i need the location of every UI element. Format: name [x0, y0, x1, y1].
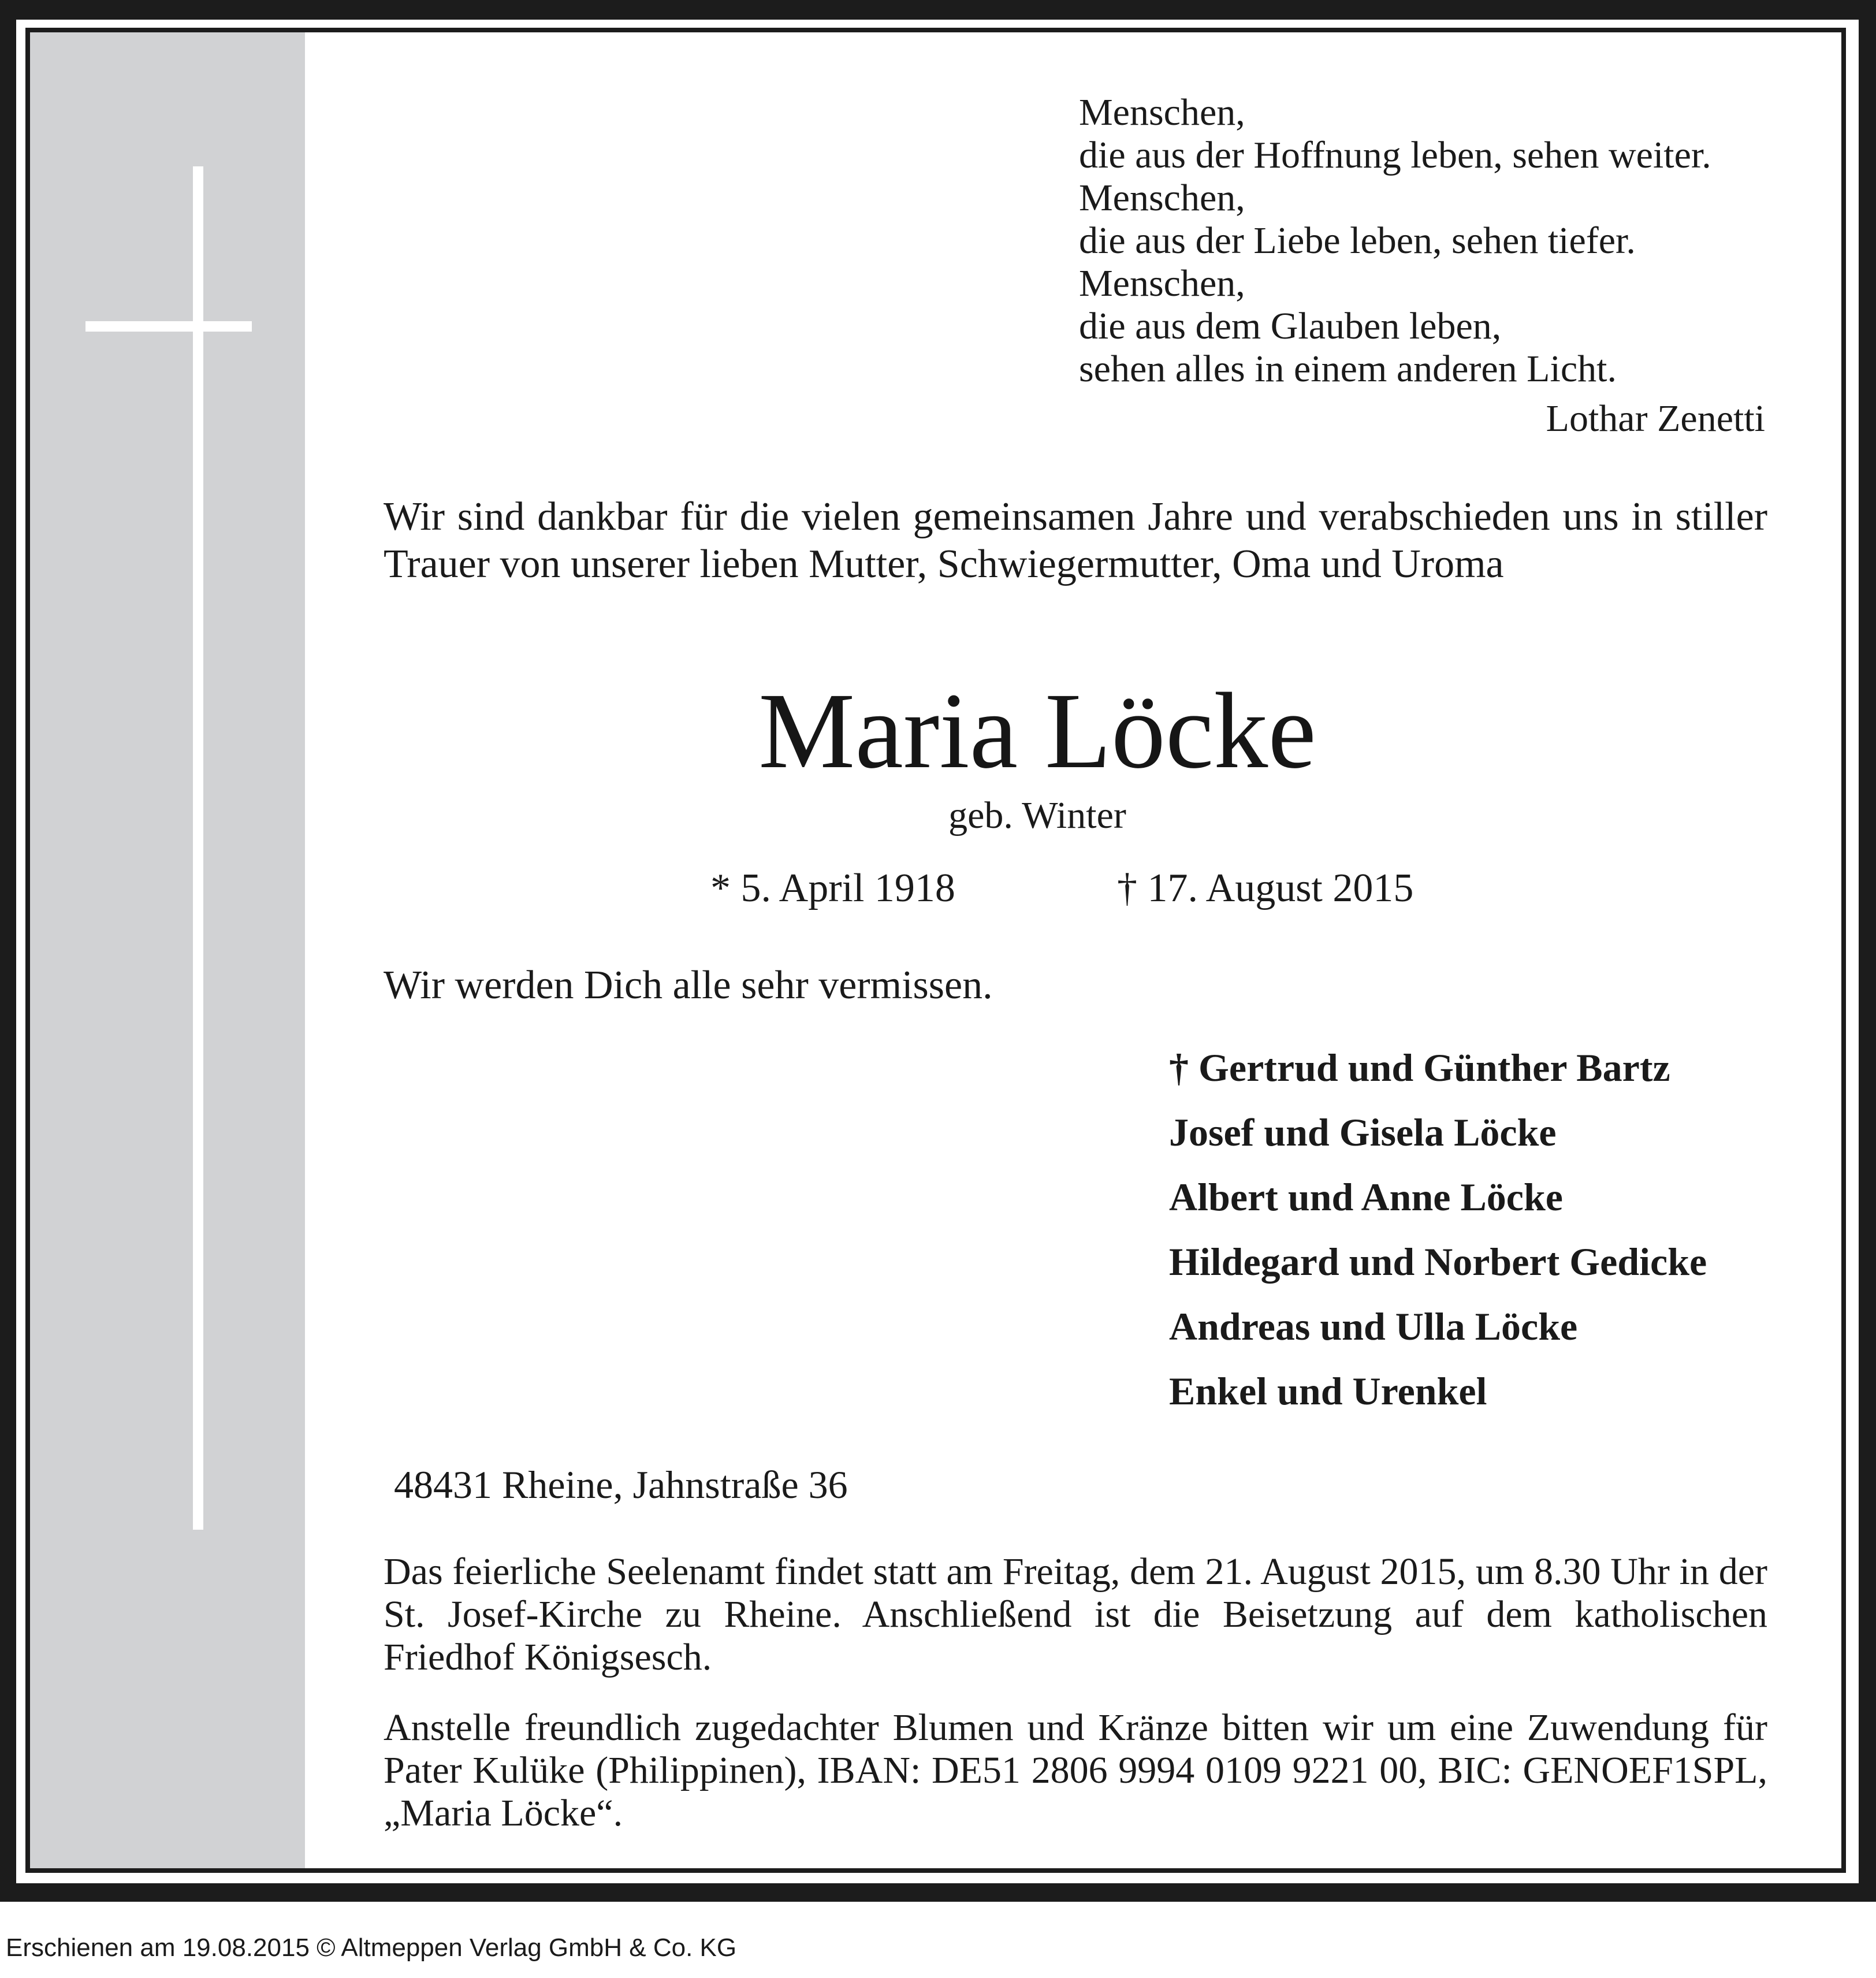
miss-text: Wir werden Dich alle sehr vermissen. [384, 963, 993, 1007]
donation-text: Anstelle freundlich zugedachter Blumen und Kränze bitten wir um eine Zuwendung für Pater Kulüke (Philippinen), IBAN: DE51 2806 9994 0109 9221 00, BIC: GENOEF1SPL, „Maria Löcke“. [384, 1706, 1767, 1834]
family-member: Enkel und Urenkel [1169, 1369, 1487, 1413]
poem-line: Menschen, [1079, 177, 1245, 219]
family-list [1169, 1035, 1707, 1423]
publication-footer: Erschienen am 19.08.2015 © Altmeppen Verlag GmbH & Co. KG [6, 1934, 737, 1962]
service-text: Das feierliche Seelenamt findet statt am Freitag, dem 21. August 2015, um 8.30 Uhr in der St. Josef-Kirche zu Rheine. Anschließend ist die Beisetzung auf dem katholischen Friedhof Königsesch. [384, 1551, 1767, 1678]
poem-line: Menschen, [1079, 91, 1245, 133]
intro-text: Wir sind dankbar für die vielen gemeinsamen Jahre und verabschieden uns in stiller Trauer von unserer lieben Mutter, Schwiegermutter, Oma und Uroma [384, 494, 1767, 586]
poem-line: die aus der Liebe leben, sehen tiefer. [1079, 220, 1636, 262]
obituary-card [25, 28, 1846, 1873]
maiden-name: geb. Winter [948, 794, 1126, 836]
deceased-name: Maria Löcke [758, 670, 1316, 791]
family-member: Albert und Anne Löcke [1169, 1175, 1563, 1219]
family-member: † Gertrud und Günther Bartz [1169, 1046, 1670, 1090]
address: 48431 Rheine, Jahnstraße 36 [394, 1463, 848, 1507]
poem-author: Lothar Zenetti [1546, 397, 1765, 440]
poem [1079, 91, 1711, 391]
death-date: † 17. August 2015 [1117, 866, 1414, 910]
poem-line: sehen alles in einem anderen Licht. [1079, 348, 1617, 390]
family-member: Hildegard und Norbert Gedicke [1169, 1240, 1707, 1284]
family-member: Josef und Gisela Löcke [1169, 1110, 1557, 1154]
poem-line: die aus der Hoffnung leben, sehen weiter. [1079, 134, 1711, 176]
poem-line: Menschen, [1079, 262, 1245, 304]
family-member: Andreas und Ulla Löcke [1169, 1304, 1578, 1348]
birth-date: * 5. April 1918 [710, 866, 955, 910]
poem-line: die aus dem Glauben leben, [1079, 305, 1502, 347]
obituary-content [30, 32, 1841, 1868]
